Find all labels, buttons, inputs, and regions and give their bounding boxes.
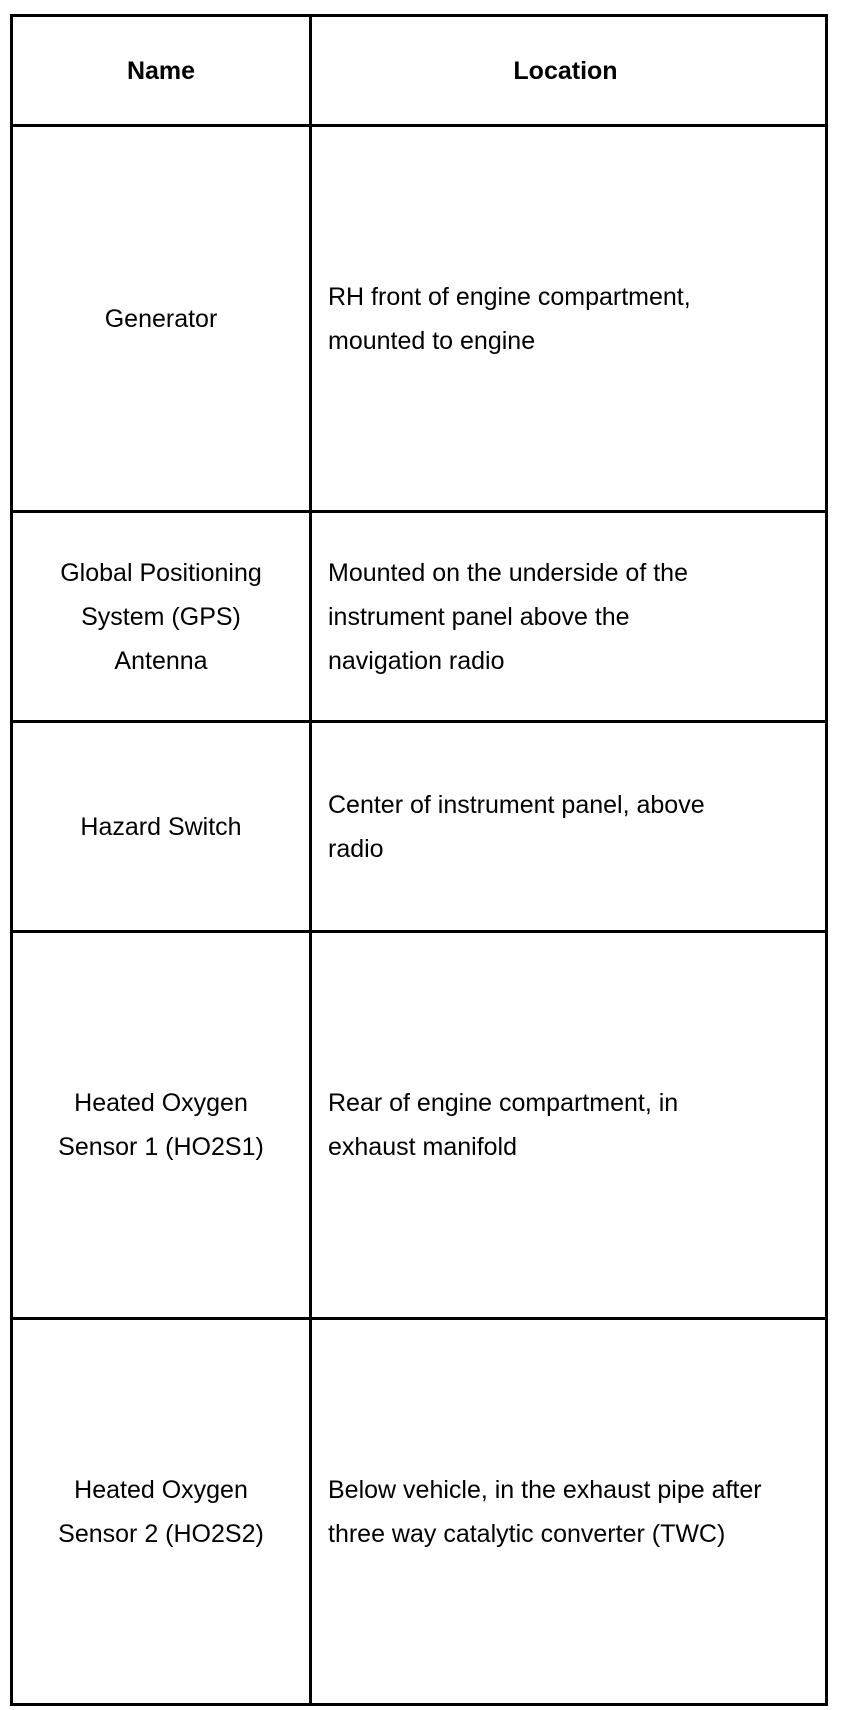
location-cell	[312, 723, 825, 930]
name-cell	[13, 513, 312, 720]
location-text: Below vehicle, in the exhaust pipe after three way catalytic converter (TWC)	[328, 1475, 762, 1548]
location-text: RH front of engine compartment, mounted to engine	[328, 282, 691, 355]
name-text: Heated Oxygen Sensor 1 (HO2S1)	[58, 1089, 264, 1161]
location-text: Rear of engine compartment, in exhaust manifold	[328, 1089, 679, 1161]
column-header-name-label: Name	[126, 56, 196, 85]
location-text: Mounted on the underside of the instrument panel above the navigation radio	[328, 558, 688, 675]
name-text: Generator	[104, 304, 218, 333]
name-cell	[13, 1320, 312, 1703]
column-header-location	[312, 17, 825, 124]
table-row	[13, 513, 825, 723]
table-row	[13, 723, 825, 933]
name-text: Global Positioning System (GPS) Antenna	[60, 558, 262, 675]
location-cell	[312, 1320, 825, 1703]
component-location-table	[10, 14, 828, 1706]
name-text: Hazard Switch	[80, 812, 242, 841]
table-row	[13, 1320, 825, 1706]
name-text: Heated Oxygen Sensor 2 (HO2S2)	[58, 1475, 264, 1548]
table-row	[13, 127, 825, 513]
table-row	[13, 933, 825, 1320]
name-cell	[13, 933, 312, 1317]
location-cell	[312, 127, 825, 510]
name-cell	[13, 723, 312, 930]
column-header-name	[13, 17, 312, 124]
column-header-location-label: Location	[513, 56, 618, 85]
table-header-row	[13, 17, 825, 127]
name-cell	[13, 127, 312, 510]
location-cell	[312, 933, 825, 1317]
location-text: Center of instrument panel, above radio	[328, 790, 705, 863]
location-cell	[312, 513, 825, 720]
